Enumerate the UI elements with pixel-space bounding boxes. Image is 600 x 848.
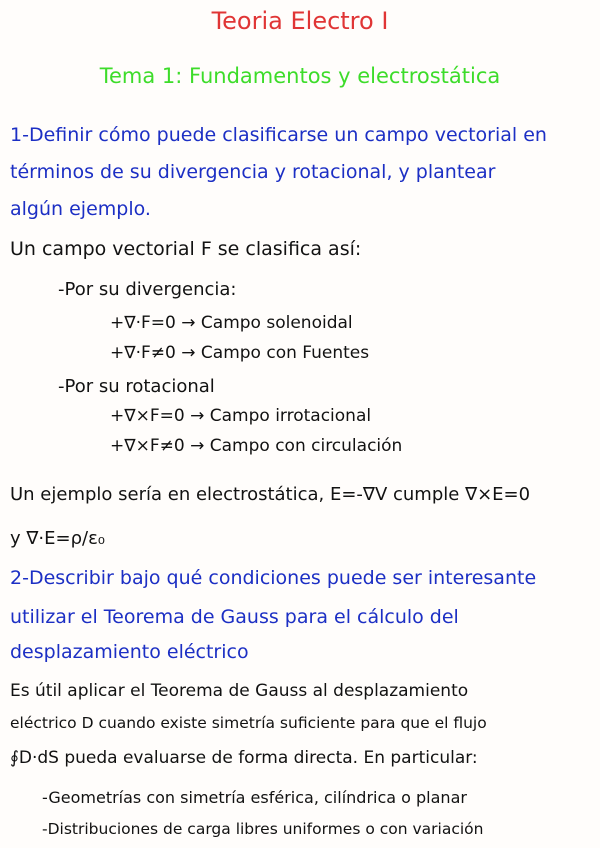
question-1-line-2: términos de su divergencia y rotacional, y plantear — [10, 161, 496, 183]
divergence-item-2: +∇·F≠0 → Campo con Fuentes — [110, 343, 370, 363]
answer-2-item-1: -Geometrías con simetría esférica, cilíndrica o planar — [42, 788, 467, 807]
question-2-line-1: 2-Describir bajo qué condiciones puede ser interesante — [10, 567, 537, 589]
question-2-line-2: utilizar el Teorema de Gauss para el cálculo del — [10, 606, 459, 628]
question-2-line-3: desplazamiento eléctrico — [10, 641, 249, 663]
rotational-heading: -Por su rotacional — [58, 376, 215, 397]
answer-2-item-2: -Distribuciones de carga libres uniformes o con variación — [42, 820, 484, 838]
rotational-item-1: +∇×F=0 → Campo irrotacional — [110, 406, 372, 426]
answer-2-line-3: ∮D·dS pueda evaluarse de forma directa. En particular: — [10, 748, 478, 768]
answer-2-line-2: eléctrico D cuando existe simetría suficiente para que el flujo — [10, 714, 487, 732]
page-subtitle: Tema 1: Fundamentos y electrostática — [99, 64, 501, 88]
answer-2-line-1: Es útil aplicar el Teorema de Gauss al desplazamiento — [10, 681, 469, 701]
page-title: Teoria Electro I — [211, 7, 389, 35]
question-1-line-1: 1-Definir cómo puede clasificarse un campo vectorial en — [10, 124, 547, 146]
example-line-2: y ∇·E=ρ/ε₀ — [10, 528, 106, 549]
divergence-heading: -Por su divergencia: — [58, 279, 237, 300]
example-line-1: Un ejemplo sería en electrostática, E=-∇V cumple ∇×E=0 — [10, 484, 531, 505]
divergence-item-1: +∇·F=0 → Campo solenoidal — [110, 313, 353, 333]
rotational-item-2: +∇×F≠0 → Campo con circulación — [110, 436, 403, 456]
answer-1-intro: Un campo vectorial F se clasifica así: — [10, 238, 362, 260]
question-1-line-3: algún ejemplo. — [10, 198, 151, 220]
